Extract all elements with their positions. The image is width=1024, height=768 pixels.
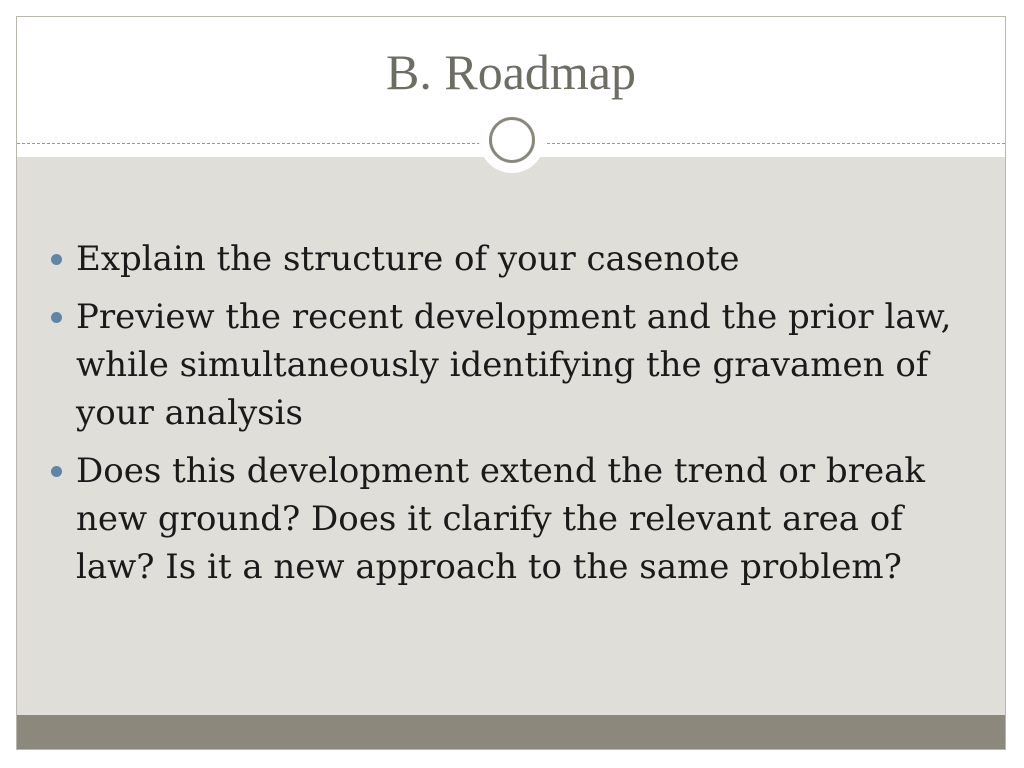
- bullet-item: [49, 235, 979, 283]
- footer-bar: [17, 715, 1005, 749]
- bullet-item: [49, 447, 979, 591]
- bullet-dot-icon: [51, 466, 62, 477]
- bullet-text: Preview the recent development and the prior law, while simultaneously identifying the gravamen of your analysis: [76, 297, 952, 433]
- slide-title: B. Roadmap: [386, 44, 636, 100]
- bullet-dot-icon: [51, 254, 62, 265]
- circle-ring-icon: [489, 117, 535, 163]
- bullet-item: [49, 293, 979, 437]
- bullet-text: Does this development extend the trend or break new ground? Does it clarify the relevant area of law? Is it a new approach to the same problem?: [76, 451, 925, 587]
- bullet-dot-icon: [51, 312, 62, 323]
- bullet-list: [49, 235, 979, 601]
- bullet-text: Explain the structure of your casenote: [76, 239, 740, 279]
- slide: [16, 16, 1006, 750]
